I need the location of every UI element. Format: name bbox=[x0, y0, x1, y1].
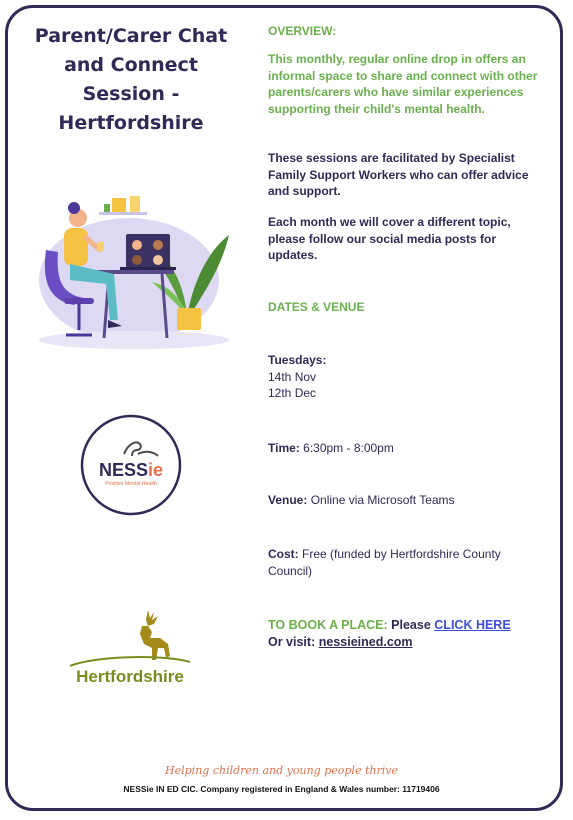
hertfordshire-logo bbox=[64, 608, 196, 690]
venue-label: Venue: bbox=[268, 493, 308, 507]
time-label: Time: bbox=[268, 441, 300, 455]
or-visit-label: Or visit: bbox=[268, 635, 316, 649]
cost-label: Cost: bbox=[268, 547, 299, 561]
dates-venue-heading: DATES & VENUE bbox=[268, 300, 365, 314]
venue-line bbox=[268, 492, 540, 509]
page-title: Parent/Carer Chat and Connect Session - Hertfordshire bbox=[34, 25, 228, 134]
nessie-tagline: Positive Mental Health bbox=[105, 481, 157, 487]
day-label: Tuesdays: bbox=[268, 353, 327, 367]
booking-block bbox=[268, 617, 540, 651]
venue-value: Online via Microsoft Teams bbox=[310, 493, 455, 507]
overview-intro: This monthly, regular online drop in offers an informal space to share and connect with other parents/carers who have similar experiences supporting their child's mental health. bbox=[268, 52, 538, 116]
topics-text: Each month we will cover a different topic, please follow our social media posts for updates. bbox=[268, 215, 511, 262]
nessie-wordmark-ie: ie bbox=[148, 460, 164, 480]
dates-block bbox=[268, 352, 540, 402]
overview-heading: OVERVIEW: bbox=[268, 24, 337, 38]
nessie-wordmark bbox=[99, 460, 163, 480]
click-here-link[interactable]: CLICK HERE bbox=[434, 618, 511, 632]
cost-value: Free (funded by Hertfordshire County Council) bbox=[268, 547, 501, 578]
video-call-illustration bbox=[34, 190, 234, 350]
footer-tagline: Helping children and young people thrive bbox=[165, 764, 398, 777]
time-value: 6:30pm - 8:00pm bbox=[303, 441, 394, 455]
footer-company: NESSie IN ED CIC. Company registered in England & Wales number: 11719406 bbox=[123, 784, 440, 794]
facilitated-text: These sessions are facilitated by Specialist Family Support Workers who can offer advice and support. bbox=[268, 151, 529, 198]
book-label: TO BOOK A PLACE: bbox=[268, 618, 388, 632]
hertfordshire-wordmark: Hertfordshire bbox=[76, 667, 184, 686]
book-please: Please bbox=[391, 618, 431, 632]
cost-line bbox=[268, 546, 540, 579]
time-line bbox=[268, 440, 540, 457]
nessie-wordmark-ness: NESS bbox=[98, 460, 149, 480]
website-link[interactable]: nessieined.com bbox=[318, 635, 413, 649]
nessie-logo bbox=[80, 414, 182, 516]
date-2: 12th Dec bbox=[268, 386, 317, 400]
date-1: 14th Nov bbox=[268, 369, 317, 384]
